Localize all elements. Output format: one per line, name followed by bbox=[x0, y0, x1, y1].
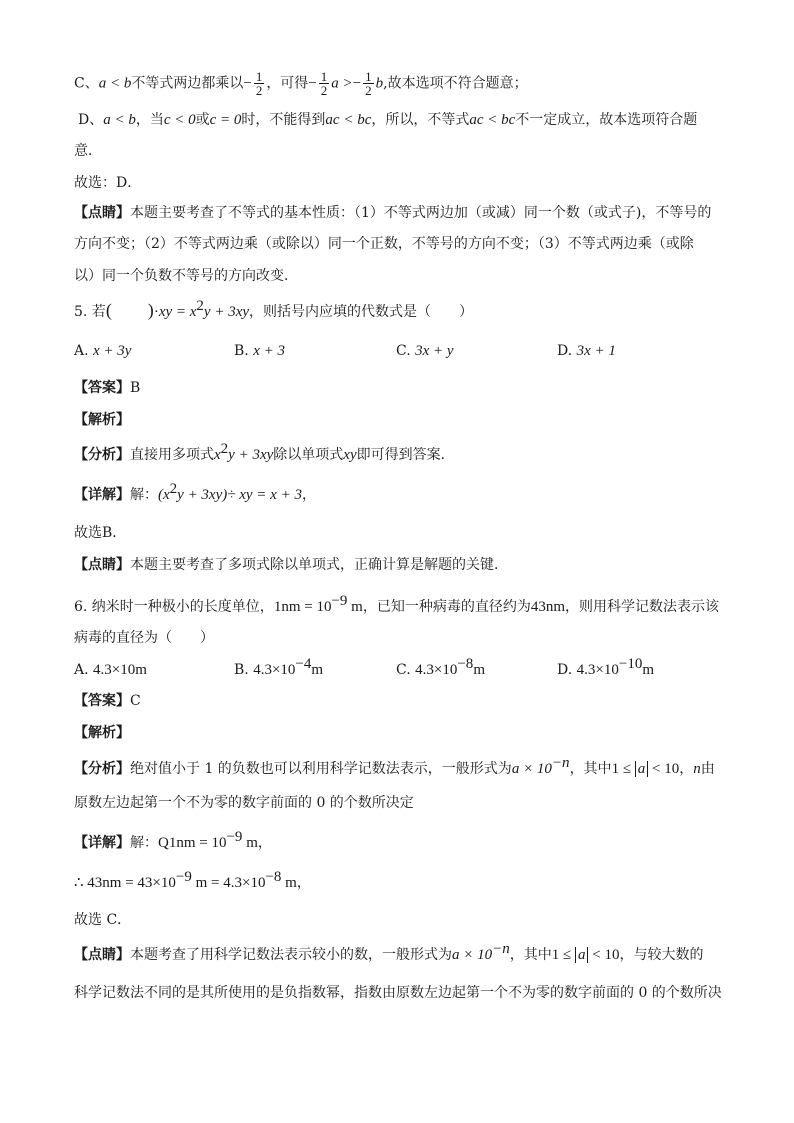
text: 绝对值小于 1 的负数也可以利用科学记数法表示，一般形式为 bbox=[130, 761, 512, 777]
text-line: 科学记数法不同的是其所使用的是负指数幂，指数由原数左边起第一个不为零的数字前面的 0 的个数所决 bbox=[74, 985, 722, 1001]
summary-line: 【点睛】本题考查了用科学记数法表示较小的数，一般形式为$a \times 10^{-n}$，其中1 ≤ a < 10，与较大数的 bbox=[74, 941, 704, 963]
fraction: $\frac{1}{2}$ bbox=[365, 69, 372, 98]
option-d: D. $4.3\times 10^{-10}m$ bbox=[557, 656, 654, 678]
math: − bbox=[352, 75, 362, 92]
text-line: 原数左边起第一个不为零的数字前面的 0 的个数所决定 bbox=[74, 795, 414, 811]
detail-line: 【详解】解：$(x^2y + 3xy)\div$ xy = x + 3， bbox=[74, 481, 316, 503]
text: 除以单项式 bbox=[273, 447, 344, 463]
math: a < b bbox=[98, 75, 132, 92]
math: a > bbox=[331, 75, 353, 92]
summary-line bbox=[74, 203, 711, 223]
option-c-explanation bbox=[74, 70, 528, 97]
text: 解： bbox=[130, 487, 158, 503]
section-tag: 【详解】 bbox=[74, 487, 130, 503]
text: 本题主要考查了不等式的基本性质：（1）不等式两边加（或减）同一个数（或式子)，不等号的 bbox=[130, 205, 712, 221]
text: ，其中 bbox=[569, 761, 612, 777]
text-line: 方向不变；（2）不等式两边乘（或除以）同一个正数，不等号的方向不变；（3）不等式两边乘（或除 bbox=[74, 236, 694, 252]
section-tag: 【分析】 bbox=[74, 447, 130, 463]
math: a < b bbox=[103, 112, 136, 128]
analysis-line: 【分析】直接用多项式$x^2y + 3xy$除以单项式xy即可得到答案． bbox=[74, 441, 455, 463]
text: D、 bbox=[78, 112, 104, 128]
text: ，当 bbox=[135, 112, 164, 128]
text-line: 病毒的直径为（ ） bbox=[74, 630, 214, 646]
text: ， bbox=[679, 761, 694, 777]
section-tag: 【解析】 bbox=[74, 412, 130, 428]
math: xy = x bbox=[158, 304, 197, 320]
question-number: 5. 若 bbox=[74, 304, 106, 320]
text: ，则用科学记数法表示该 bbox=[565, 599, 720, 615]
section-tag: 【详解】 bbox=[74, 835, 130, 851]
option-c: C. 3x + y bbox=[396, 343, 454, 359]
math: − bbox=[243, 75, 252, 92]
text: 由 bbox=[700, 761, 715, 777]
math: − bbox=[308, 75, 317, 92]
text: ，可得 bbox=[266, 75, 309, 92]
text: ，与较大数的 bbox=[619, 947, 704, 963]
option-d-explanation bbox=[78, 110, 697, 130]
math: y + 3xy bbox=[203, 304, 250, 320]
math: ac < bc bbox=[325, 112, 372, 128]
answer-value: B bbox=[130, 380, 141, 396]
fraction: $\frac{1}{2}$ bbox=[320, 69, 328, 98]
section-tag: 【点睛】 bbox=[74, 205, 130, 221]
text: ，其中 bbox=[509, 947, 552, 963]
text: ，所以，不等式 bbox=[371, 112, 470, 128]
answer-line bbox=[74, 378, 140, 398]
answer-choice-line: 故选 C． bbox=[74, 912, 132, 928]
math: b bbox=[375, 75, 384, 92]
text: 不一定成立，故本选项符合题 bbox=[515, 112, 698, 128]
text: 或 bbox=[195, 112, 210, 128]
option-a: A. 4.3×10m bbox=[74, 662, 147, 678]
math: ac < bc bbox=[469, 112, 516, 128]
summary-line bbox=[74, 555, 508, 575]
answer-choice-line: 故选B． bbox=[74, 525, 127, 541]
question-6: 6. 纳米时一种极小的长度单位，$1nm = 10^{-9}$ m，已知一种病毒的直径约为43nm，则用科学记数法表示该 bbox=[74, 593, 720, 615]
text: ， bbox=[296, 875, 311, 891]
text: 不等式两边都乘以 bbox=[131, 75, 244, 92]
text: C、 bbox=[74, 75, 99, 92]
answer-choice-line: 故选：D． bbox=[74, 175, 142, 191]
section-tag: 【分析】 bbox=[74, 761, 130, 777]
answer-value: C bbox=[130, 693, 141, 709]
text-line: 意． bbox=[74, 143, 102, 159]
section-tag: 【答案】 bbox=[74, 380, 130, 396]
text: ， bbox=[257, 835, 272, 851]
detail-line: 【详解】解：$Q1nm = 10^{-9}$ m， bbox=[74, 829, 272, 851]
text: 本题考查了用科学记数法表示较小的数，一般形式为 bbox=[130, 947, 452, 963]
math: ( ) bbox=[105, 300, 154, 320]
detail-line: ∴ $43nm = 43\times 10^{-9}$ $m = 4.3\times 10^{-8}$ m， bbox=[74, 869, 311, 891]
analysis-line: 【分析】绝对值小于 1 的负数也可以利用科学记数法表示，一般形式为$a \times 10^{-n}$，其中1 ≤ a < 10，n由 bbox=[74, 755, 715, 777]
text: ， bbox=[301, 487, 316, 503]
option-b: B. $4.3\times 10^{-4}m$ bbox=[234, 656, 324, 678]
answer-line bbox=[74, 691, 141, 711]
text: 即可得到答案． bbox=[356, 447, 455, 463]
option-b: B. x + 3 bbox=[234, 343, 285, 359]
fraction: $\frac{1}{2}$ bbox=[255, 69, 263, 98]
text: ，已知一种病毒的直径约为 bbox=[362, 599, 531, 615]
math: c = 0 bbox=[209, 112, 242, 128]
option-a: A. x + 3y bbox=[74, 343, 132, 359]
text: 直接用多项式 bbox=[130, 447, 214, 463]
option-d: D. 3x + 1 bbox=[557, 343, 616, 359]
text: 6. 纳米时一种极小的长度单位， bbox=[74, 599, 274, 615]
math: c < 0 bbox=[163, 112, 196, 128]
math: · bbox=[153, 304, 159, 320]
text: 本题主要考查了多项式除以单项式，正确计算是解题的关键． bbox=[130, 557, 508, 573]
text: 解： bbox=[130, 835, 158, 851]
section-tag: 【答案】 bbox=[74, 693, 130, 709]
option-c: C. $4.3\times 10^{-8}m$ bbox=[396, 656, 485, 678]
question-5 bbox=[74, 300, 473, 322]
text: ，则括号内应填的代数式是（ ） bbox=[249, 304, 474, 320]
section-tag: 【解析】 bbox=[74, 725, 130, 741]
math: 2 bbox=[196, 298, 204, 314]
text-line: 以）同一个负数不等号的方向改变． bbox=[74, 268, 298, 284]
section-tag: 【点睛】 bbox=[74, 947, 130, 963]
section-tag: 【点睛】 bbox=[74, 557, 130, 573]
text: ,故本选项不符合题意； bbox=[383, 75, 528, 92]
text: 时，不能得到 bbox=[241, 112, 326, 128]
